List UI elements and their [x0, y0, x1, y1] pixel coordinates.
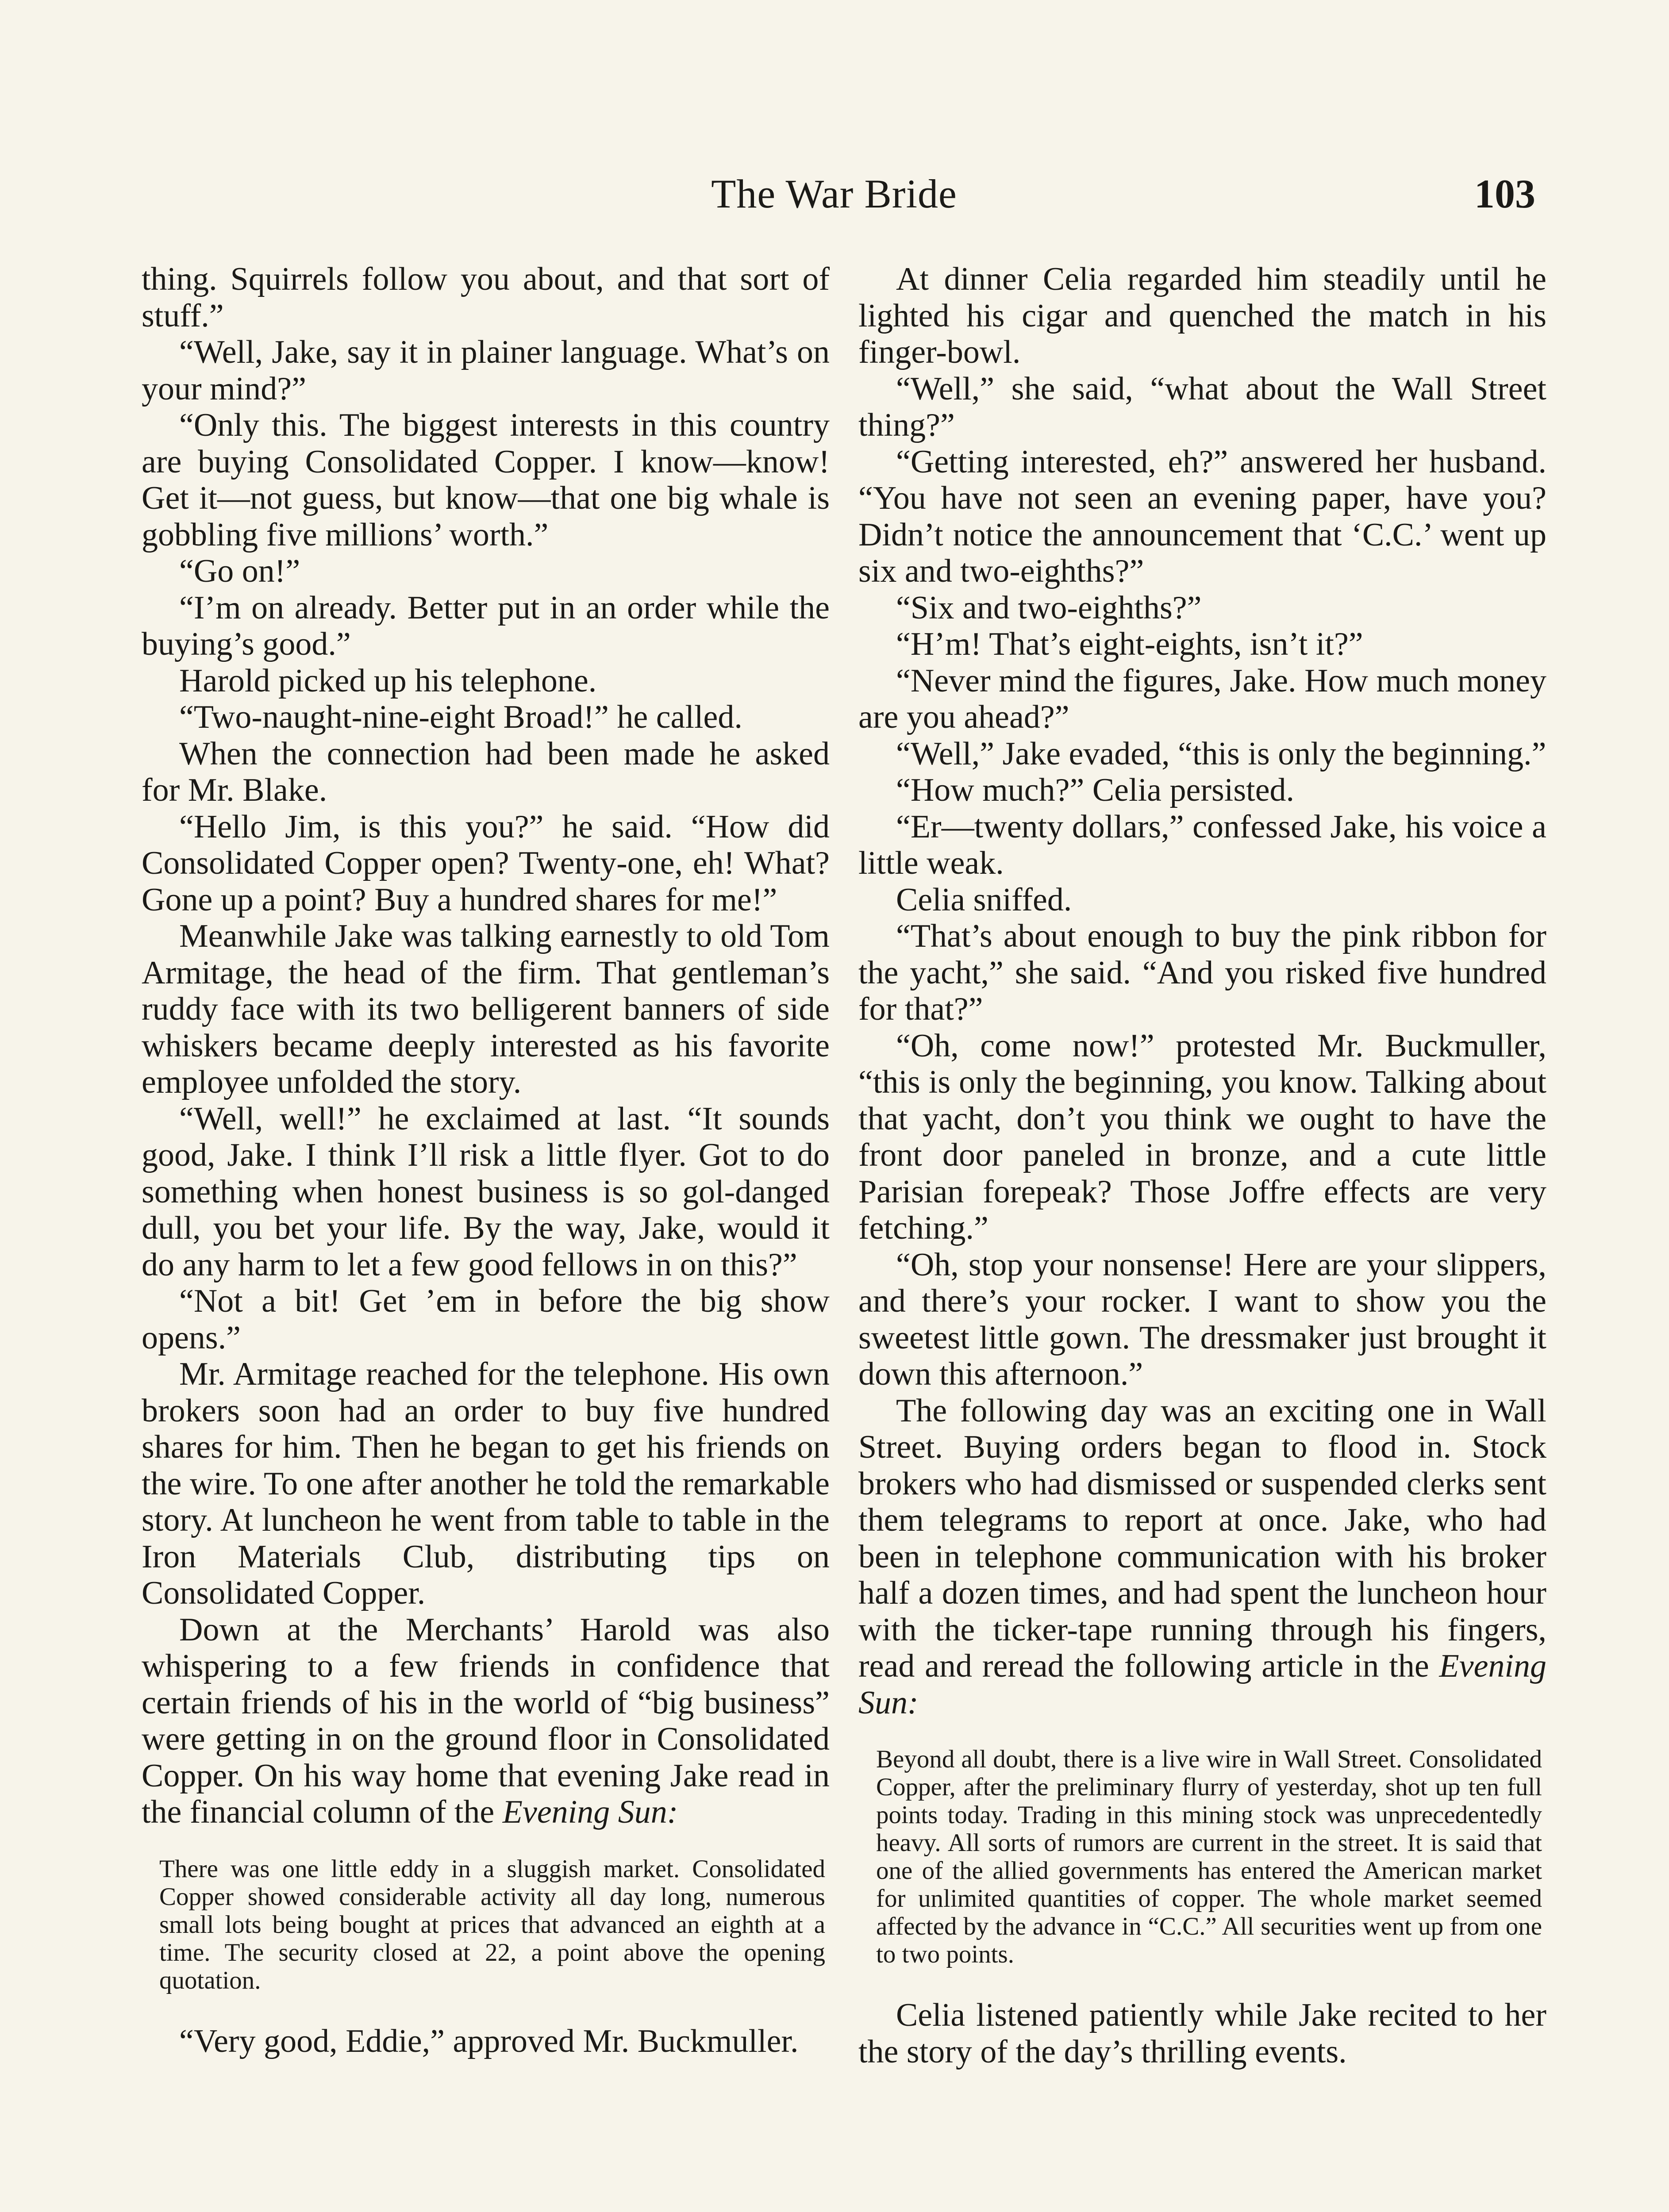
- left-column: [142, 261, 830, 2059]
- quote-text: There was one little eddy in a sluggish market. Consolidated Copper showed considerable activity all day long, numerous small lots being bought at prices that advanced an eighth at a time. The security closed at 22, a point above the opening quotation.: [159, 1855, 825, 1994]
- paragraph: “Only this. The biggest interests in this country are buying Consolidated Copper. I know—know! Get it—not guess, but know—that one big whale is gobbling five millions’ worth.”: [142, 407, 830, 553]
- quote-text: Beyond all doubt, there is a live wire in Wall Street. Consolidated Copper, after the preliminary flurry of yesterday, shot up ten full points today. Trading in this mining stock was unprecedentedly heavy. All sorts of rumors are current in the street. It is said that one of the allied governments has entered the American market for unlimited quantities of copper. The whole market seemed affected by the advance in “C.C.” All securities went up from one to two points.: [876, 1745, 1542, 1968]
- paragraph: “Well, well!” he exclaimed at last. “It sounds good, Jake. I think I’ll risk a little flyer. Got to do something when honest business is so gol-danged dull, you bet your life. By the way, Jake, would it do any harm to let a few good fellows in on this?”: [142, 1100, 830, 1283]
- paragraph-text: The following day was an exciting one in Wall Street. Buying orders began to flood in. Stock brokers who had dismissed or suspended clerks sent them telegrams to report at once. Jake, who had been in telephone communication with his broker half a dozen times, and had spent the luncheon hour with the ticker-tape running through his fingers, read and reread the following article in the: [858, 1392, 1546, 1684]
- paragraph: “Not a bit! Get ’em in before the big show opens.”: [142, 1283, 830, 1356]
- paragraph: “Hello Jim, is this you?” he said. “How did Consolidated Copper open? Twenty-one, eh! What? Gone up a point? Buy a hundred shares for me!”: [142, 808, 830, 918]
- paragraph: “How much?” Celia persisted.: [896, 772, 1295, 808]
- paragraph: [142, 1612, 830, 1831]
- paragraph: Meanwhile Jake was talking earnestly to old Tom Armitage, the head of the firm. That gentleman’s ruddy face with its two belligerent banners of side whiskers became deeply interested as his favorite employee unfolded the story.: [142, 918, 830, 1100]
- newspaper-title: Evening Sun:: [858, 1648, 1546, 1721]
- paragraph: “H’m! That’s eight-eights, isn’t it?”: [896, 626, 1363, 662]
- paragraph: “Well,” Jake evaded, “this is only the beginning.”: [896, 735, 1546, 772]
- paragraph: “That’s about enough to buy the pink ribbon for the yacht,” she said. “And you risked five hundred for that?”: [858, 918, 1546, 1027]
- paragraph: When the connection had been made he asked for Mr. Blake.: [142, 735, 830, 808]
- paragraph: “Six and two-eighths?”: [896, 589, 1202, 626]
- paragraph: thing. Squirrels follow you about, and that sort of stuff.”: [142, 261, 830, 334]
- paragraph: Celia sniffed.: [896, 881, 1072, 918]
- paragraph: “Oh, come now!” protested Mr. Buckmuller, “this is only the beginning, you know. Talking about that yacht, don’t you think we ought to have the front door paneled in bronze, and a cute little Parisian forepeak? Those Joffre effects are very fetching.”: [858, 1027, 1546, 1246]
- paragraph: “Well,” she said, “what about the Wall Street thing?”: [858, 370, 1546, 443]
- paragraph: “Getting interested, eh?” answered her husband. “You have not seen an evening paper, have you? Didn’t notice the announcement that ‘C.C.’ went up six and two-eighths?”: [858, 443, 1546, 589]
- paragraph: “Two-naught-nine-eight Broad!” he called.: [179, 699, 742, 735]
- paragraph: “Er—twenty dollars,” confessed Jake, his voice a little weak.: [858, 808, 1546, 881]
- paragraph: “Go on!”: [179, 553, 300, 589]
- newspaper-quote: [858, 1745, 1546, 1968]
- paragraph: “Well, Jake, say it in plainer language. What’s on your mind?”: [142, 334, 830, 407]
- paragraph: Celia listened patiently while Jake recited to her the story of the day’s thrilling events.: [858, 1997, 1546, 2070]
- newspaper-title: Evening Sun:: [502, 1794, 678, 1830]
- paragraph: “I’m on already. Better put in an order while the buying’s good.”: [142, 589, 830, 662]
- paragraph: At dinner Celia regarded him steadily until he lighted his cigar and quenched the match in his finger-bowl.: [858, 261, 1546, 370]
- running-title: The War Bride: [711, 171, 957, 216]
- newspaper-quote: [142, 1855, 830, 1994]
- right-column: [858, 261, 1546, 2070]
- paragraph: Mr. Armitage reached for the telephone. His own brokers soon had an order to buy five hundred shares for him. Then he began to get his friends on the wire. To one after another he told the remarkable story. At luncheon he went from table to table in the Iron Materials Club, distributing tips on Consolidated Copper.: [142, 1356, 830, 1611]
- paragraph: Harold picked up his telephone.: [179, 662, 597, 699]
- page-header: [133, 170, 1535, 232]
- paragraph: “Never mind the figures, Jake. How much money are you ahead?”: [858, 662, 1546, 735]
- paragraph: “Very good, Eddie,” approved Mr. Buckmuller.: [179, 2023, 799, 2059]
- paragraph: “Oh, stop your nonsense! Here are your slippers, and there’s your rocker. I want to show you the sweetest little gown. The dressmaker just brought it down this afternoon.”: [858, 1246, 1546, 1392]
- paragraph-text: Down at the Merchants’ Harold was also whispering to a few friends in confidence that certain friends of his in the world of “big business” were getting in on the ground floor in Consolidated Copper. On his way home that evening Jake read in the financial column of the: [142, 1611, 830, 1830]
- paragraph: [858, 1393, 1546, 1721]
- page-number: 103: [1474, 171, 1535, 216]
